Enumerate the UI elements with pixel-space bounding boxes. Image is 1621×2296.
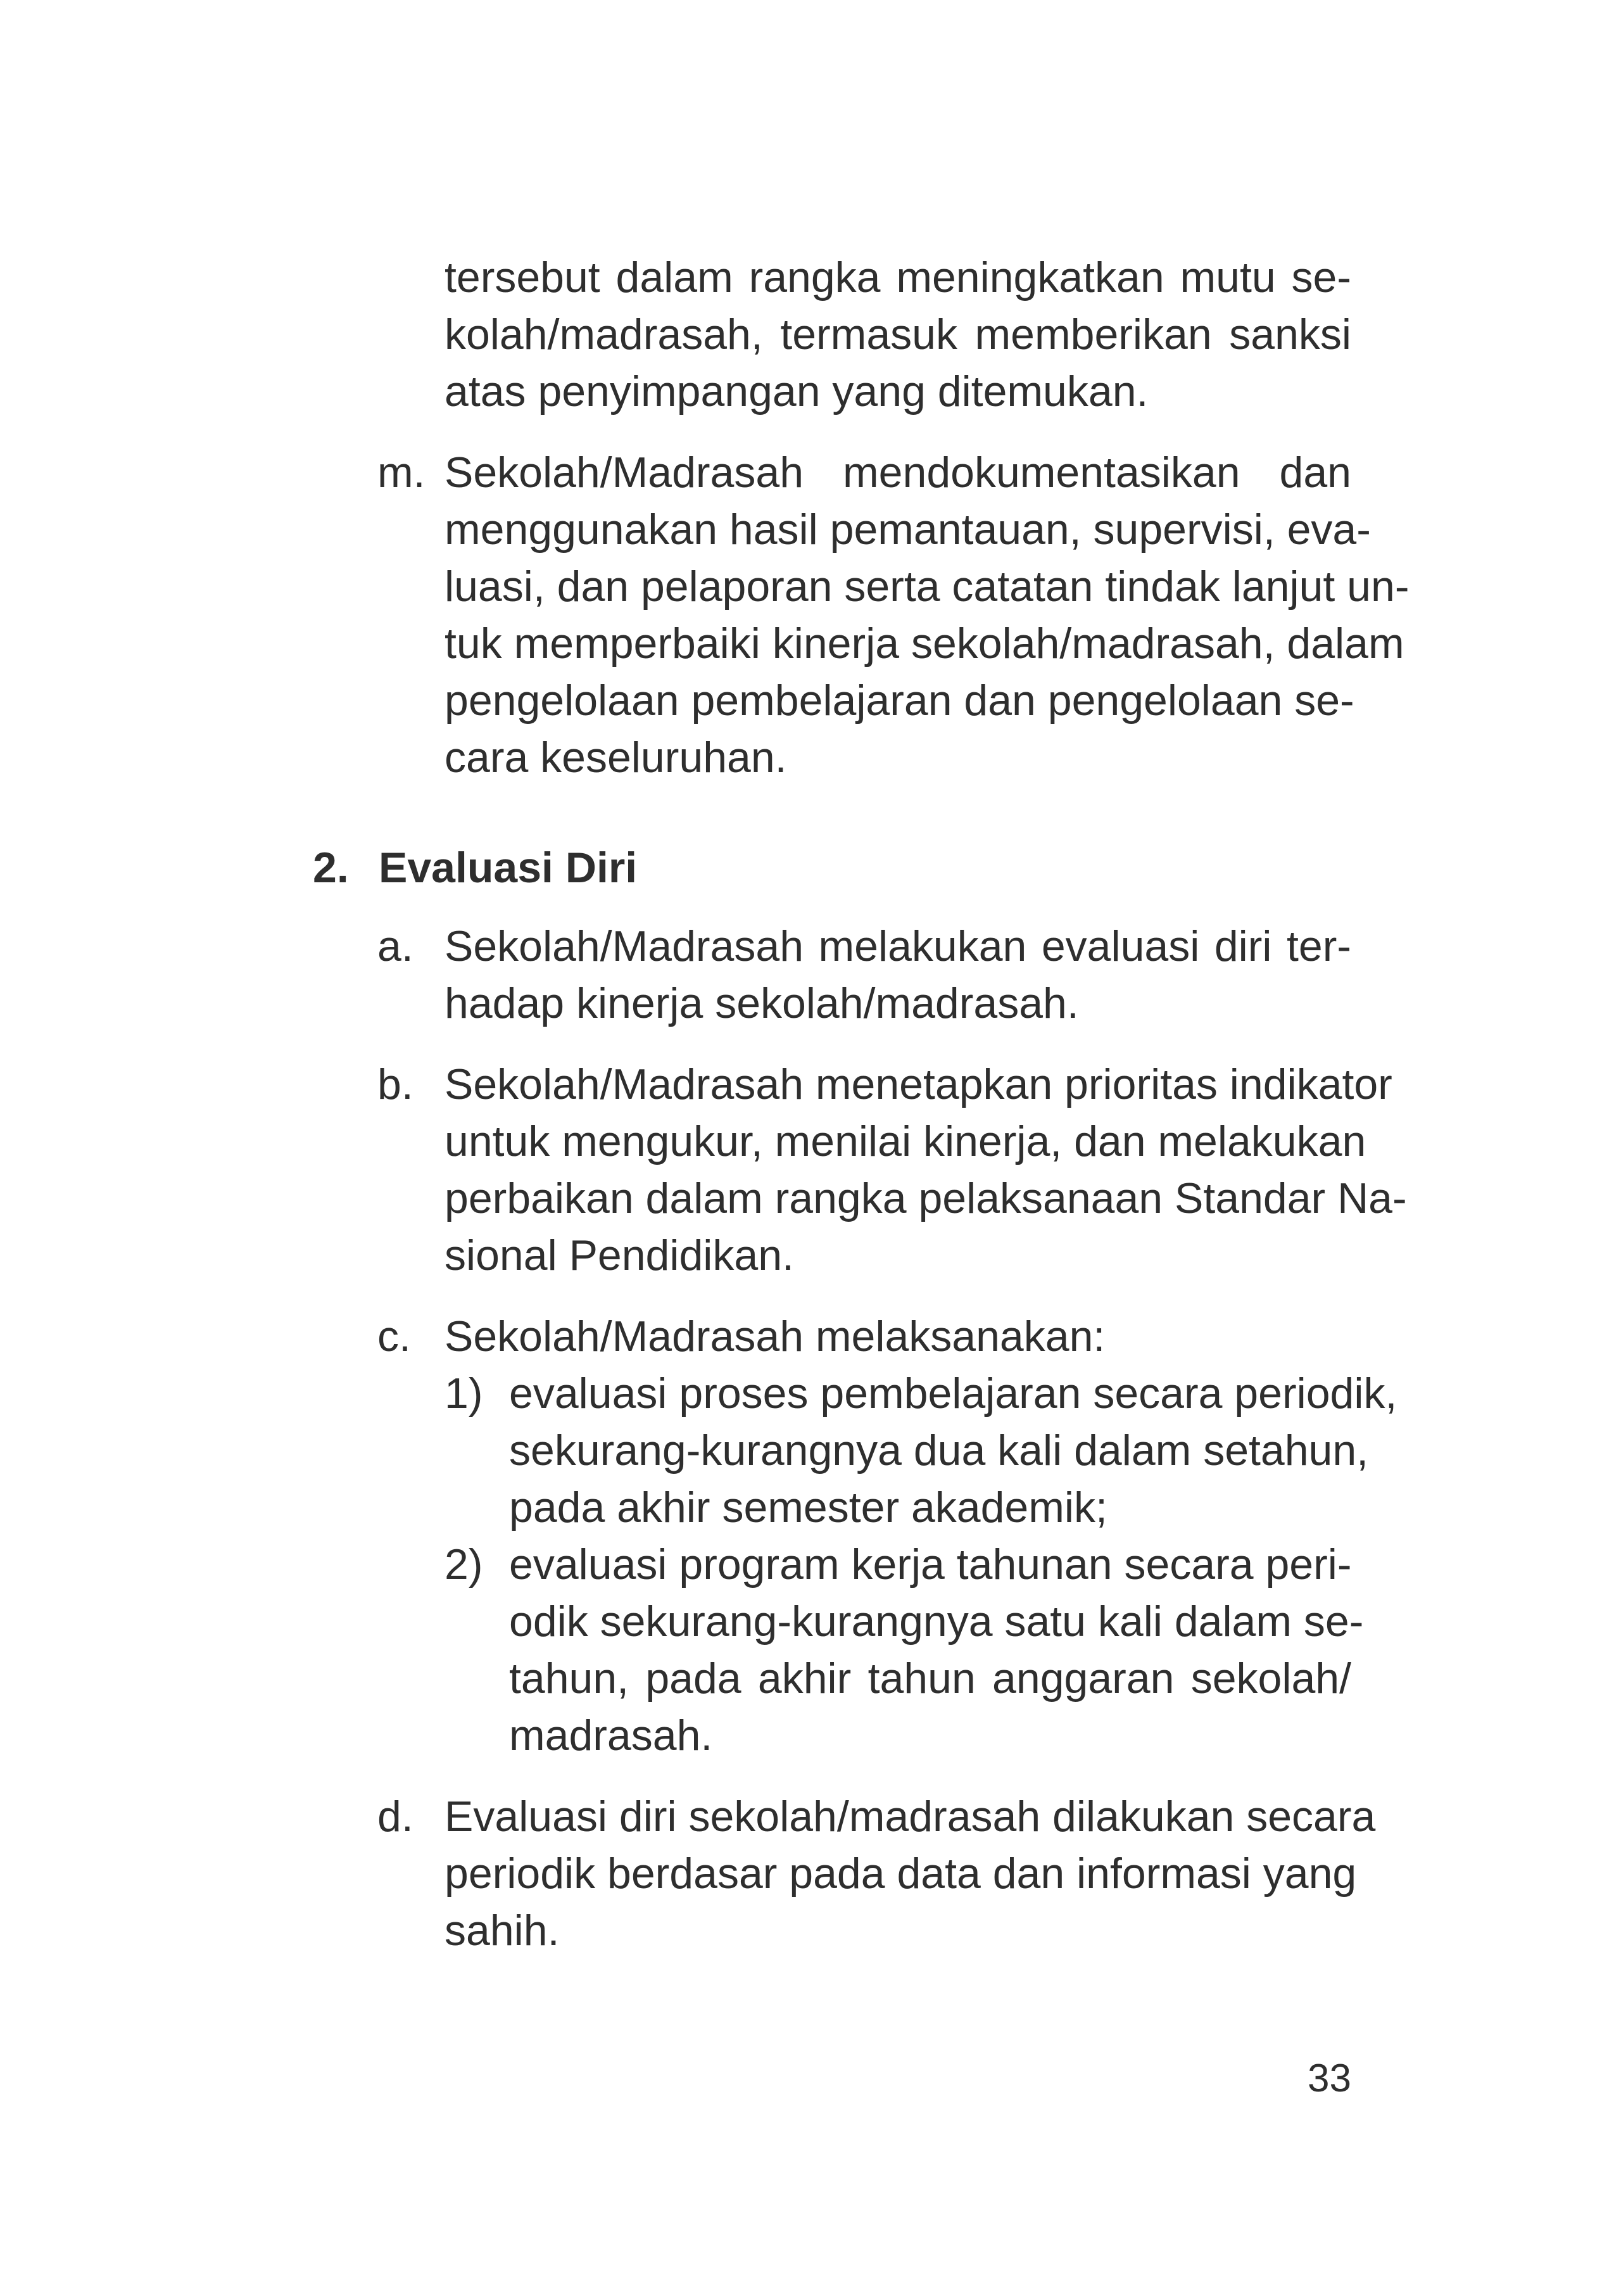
sub-2-line: tahun, pada akhir tahun anggaran sekolah/ <box>509 1654 1351 1703</box>
page-number: 33 <box>1308 2057 1351 2100</box>
item-c-line: Sekolah/Madrasah melaksanakan: <box>445 1312 1106 1360</box>
item-m-line: Sekolah/Madrasah mendokumentasikan dan <box>445 448 1351 497</box>
item-d-line: sahih. <box>445 1906 560 1955</box>
item-b-line: perbaikan dalam rangka pelaksanaan Standar Na- <box>445 1174 1407 1222</box>
item-a-line: hadap kinerja sekolah/madrasah. <box>445 979 1079 1027</box>
sub-1-line: evaluasi proses pembelajaran secara periodik, <box>509 1369 1397 1418</box>
item-b-line: sional Pendidikan. <box>445 1231 794 1279</box>
section-number: 2. <box>313 844 349 892</box>
sub-2-line: odik sekurang-kurangnya satu kali dalam se- <box>509 1597 1364 1646</box>
item-m-line: pengelolaan pembelajaran dan pengelolaan se- <box>445 676 1354 725</box>
section-title: Evaluasi Diri <box>379 844 638 892</box>
sublist-marker-2: 2) <box>445 1540 483 1589</box>
list-marker-d: d. <box>377 1792 413 1841</box>
continuation-line: kolah/madrasah, termasuk memberikan sanksi <box>445 310 1351 358</box>
item-m-line: cara keseluruhan. <box>445 733 787 782</box>
list-marker-a: a. <box>377 922 413 970</box>
list-marker-c: c. <box>377 1312 411 1360</box>
item-d-line: Evaluasi diri sekolah/madrasah dilakukan secara <box>445 1792 1376 1841</box>
item-m-line: luasi, dan pelaporan serta catatan tindak lanjut un- <box>445 562 1410 611</box>
item-d-line: periodik berdasar pada data dan informasi yang <box>445 1849 1357 1898</box>
item-b-line: untuk mengukur, menilai kinerja, dan melakukan <box>445 1117 1366 1165</box>
sublist-marker-1: 1) <box>445 1369 483 1418</box>
sub-2-line: evaluasi program kerja tahunan secara peri- <box>509 1540 1352 1589</box>
item-a-line: Sekolah/Madrasah melakukan evaluasi diri ter- <box>445 922 1351 970</box>
item-m-line: menggunakan hasil pemantauan, supervisi, eva- <box>445 505 1371 554</box>
item-m-line: tuk memperbaiki kinerja sekolah/madrasah, dalam <box>445 619 1404 668</box>
continuation-line: atas penyimpangan yang ditemukan. <box>445 367 1149 415</box>
item-b-line: Sekolah/Madrasah menetapkan prioritas indikator <box>445 1060 1392 1108</box>
sub-1-line: pada akhir semester akademik; <box>509 1483 1107 1532</box>
sub-1-line: sekurang-kurangnya dua kali dalam setahun, <box>509 1426 1369 1475</box>
list-marker-b: b. <box>377 1060 413 1108</box>
list-marker-m: m. <box>377 448 426 497</box>
sub-2-line: madrasah. <box>509 1711 713 1760</box>
continuation-line: tersebut dalam rangka meningkatkan mutu se- <box>445 253 1351 301</box>
